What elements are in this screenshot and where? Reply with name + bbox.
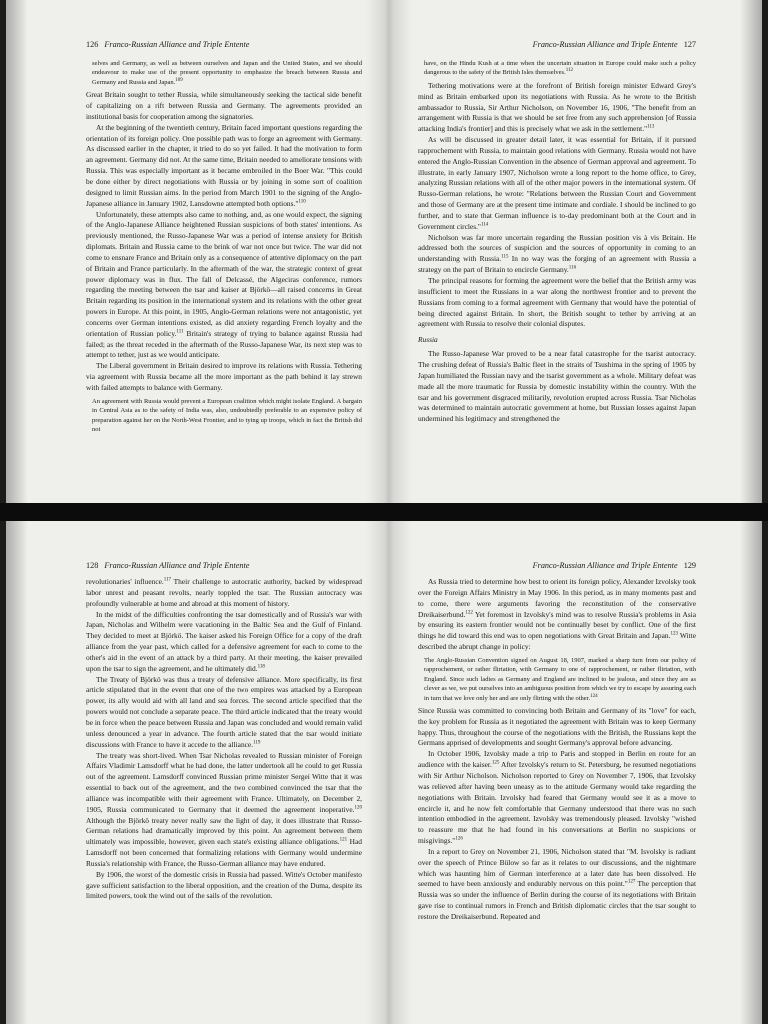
footnote-ref: 119 xyxy=(253,740,261,746)
page-number: 129 xyxy=(683,561,696,570)
paragraph: The Russo-Japanese War proved to be a near fatal catastrophe for the tsarist autocracy. The crushing defeat of Russia's Baltic fleet in the straits of Tsushima in the spring of 1905 by Japan humiliated the Russian navy and the tsarist government as a whole. Military defeat was made all the more traumatic for Russia by domestic instability within the country. With the tsar and his government disgraced militarily, revolution erupted across Russia. Tsar Nicholas was determined to maintain autocratic government at home, but Russian losses against Japan undermined his legitimacy and strengthened the xyxy=(418,349,696,424)
paragraph: Nicholson was far more uncertain regarding the Russian position vis à vis Britain. He addressed both the sources of suspicion and the sources of opportunity in coming to an understanding with Russia.$^{115}$ In no way was the forging of an agreement with Russia a strategy on the part of Britain to encircle Germany.$^{116}$ xyxy=(418,232,696,275)
footnote-ref: 120 xyxy=(354,805,362,811)
paragraph: At the beginning of the twentieth century, Britain faced important questions regarding the orientation of its foreign policy. One possible path was to forge an agreement with Germany. As discussed earlier in the chapter, it tried to do so yet failed. It had the motivation to form an agreement. Germany did not. At the same time, Britain needed to ameliorate tensions with Russia. This was especially important as it became embroiled in the Boer War. "This could be done either by direct negotiations with Russia or by joining in some sort of coalition designed to limit Russian aims. In the period from March 1901 to the signing of the Anglo-Japanese alliance in January 1902, Lansdowne attempted both options."$^{110}$ xyxy=(86,122,362,208)
paragraph: As will be discussed in greater detail later, it was essential for Britain, if it pursued rapprochement with Russia, to maintain good relations with Germany. Russia would not have entered the Anglo-Russian Convention in the absence of German approval and agreement. To illustrate, in early January 1907, Nicholson wrote a long report to the home office, to Grey, analyzing Russian relations with all of the other major powers in the international system. Of Russo-German relations, he wrote: "Relations between the Russian Court and Government and those of Germany are at the present time intimate and cordiale. I should be inclined to go further, and to state that German influence is to-day predominant both at the Court and in Government circles."$^{114}$ xyxy=(418,135,696,231)
page-edge-shadow xyxy=(740,521,762,1024)
block-quote xyxy=(86,59,362,87)
page-body xyxy=(418,56,696,425)
page-edge-shadow xyxy=(740,0,762,503)
paragraph: In October 1906, Izvolsky made a trip to Paris and stopped in Berlin en route for an audience with the kaiser.$^{125}$ After Izvolsky's return to St. Petersburg, he resumed negotiations with Sir Arthur Nicholson. Nicholson reported to Grey on November 7, 1906, that Izvolsky was relieved after having been uneasy as to the attitude Germany would take regarding the negotiations with Britain. Izvolsky had feared that Germany would see it as a move to encircle it, and he now felt comfortable that Germany understood that there was no such intention embodied in the agreement. Izvolsky was tremendously pleased. Izvolsky "wished to reassure me that he had found in his conversations at Berlin no suspicions or misgivings."$^{126}$ xyxy=(418,749,696,846)
page-number: 126 xyxy=(86,40,99,49)
paragraph: The principal reasons for forming the agreement were the belief that the British army was insufficient to meet the Russians in a war along the northwest frontier and to prevent the Russians from coming to a formal agreement with Germany that would have the potential of being directed against Britain. In short, the British sought to tether by arriving at an agreement with Russia to resolve their colonial disputes. xyxy=(418,276,696,329)
paragraph: The treaty was short-lived. When Tsar Nicholas revealed to Russian minister of Foreign Affairs Vladimir Lamsdorff what he had done, the latter undertook all he could to get Russia out of the agreement. Lamsdorff convinced Russian prime minister Sergei Witte that it was essential to back out of the agreement, and the two combined convinced the tsar that the alliance was incompatible with their agreement with France. Ultimately, on December 2, 1905, Russia communicated to Germany that it deemed the agreement inoperative.$^{120}$ Although the Björkö treaty never really saw the light of day, it does illustrate that Russo-German relations had dramatically improved by this point. An agreement between them ultimately was impossible, however, given each state's existing alliance obligations.$^{121}$ Had Lamsdorff not been concerned that formalizing relations with Germany would undermine Russia's relationship with France, the Russo-German alliance may have endured. xyxy=(86,750,362,868)
footnote-ref: 126 xyxy=(455,836,463,842)
footnote-ref: 127 xyxy=(627,879,636,885)
page-number: 128 xyxy=(86,561,99,570)
book-gutter xyxy=(366,521,412,1024)
page-edge-shadow xyxy=(6,521,28,1024)
footnote-ref: 124 xyxy=(590,693,598,699)
running-head-title: Franco-Russian Alliance and Triple Entente xyxy=(104,40,250,49)
quote-text: The Anglo-Russian Convention signed on August 18, 1907, marked a sharp turn from our policy of rapprochement, or rather flirtation, with Germany to one of rapprochement, or rather flirtation, with England. Since such ladies as Germany and England are inclined to be jealous, and since they are as clever as we, we put ourselves into an ambiguous position from which we try to escape by assuring each in turn that we love only her and are only flirting with the other. xyxy=(424,656,696,702)
footnote-ref: 117 xyxy=(163,577,172,583)
section-heading: Russia xyxy=(418,335,438,345)
book-spread-top xyxy=(6,0,762,503)
page-number: 127 xyxy=(683,40,696,49)
page-128 xyxy=(86,561,362,1024)
block-quote xyxy=(418,656,696,703)
page-edge-shadow xyxy=(6,0,28,503)
block-quote xyxy=(418,59,696,78)
page-body xyxy=(418,577,696,923)
running-head-title: Franco-Russian Alliance and Triple Entente xyxy=(104,561,250,570)
paragraph: Great Britain sought to tether Russia, while simultaneously seeking the tactical side benefit of capitalizing on a rift between Russia and Germany. The agreements provided an institutional basis for cooperation among the signatories. xyxy=(86,90,362,121)
paragraph: Since Russia was committed to convincing both Britain and Germany of its "love" for each, the key problem for Russia as it negotiated the agreement with Britain was to keep Germany happy. Thus, throughout the course of the negotiations with the British, the Russians kept the Germans apprised of developments and sought Germany's approval before advancing. xyxy=(418,705,696,748)
paragraph: As Russia tried to determine how best to orient its foreign policy, Alexander Izvolsky took over the Foreign Affairs Ministry in May 1906. In this period, as in many moments past and to come, there were arguments favoring the reconstitution of the conservative Dreikaiserbund.$^{122}$ Yet foremost in Izvolsky's mind was to resolve Russia's problems in Asia by ensuring its eastern frontier would not be continually beset by conflict. One of the first things he did toward this end was to open negotiations with Great Britain and Japan.$^{123}$ Witte described the abrupt change in policy: xyxy=(418,577,696,652)
paragraph: Tethering motivations were at the forefront of British foreign minister Edward Grey's mind as Britain embarked upon its negotiations with Russia. As he wrote to the British ambassador to Russia, Sir Arthur Nicholson, on November 16, 1906, "The benefit from an arrangement with Russia is that we should be set free from any such apprehension [of Russia attacking India's frontier] and this is precisely what we ask in the settlement."$^{113}$ xyxy=(418,80,696,134)
running-head-title: Franco-Russian Alliance and Triple Entente xyxy=(532,40,678,49)
footnote-ref: 118 xyxy=(257,664,265,670)
footnote-ref: 115 xyxy=(501,254,509,260)
footnote-ref: 121 xyxy=(339,837,348,843)
paragraph: In a report to Grey on November 21, 1906, Nicholson stated that "M. Isvolsky is radiant over the speech of Prince Bülow so far as it relates to our discussions, and the nightmare which was haunting him of German interference at a later date has been dissolved. He seemed to have been anxiously and endurably nervous on this point."$^{127}$ The perception that Russia was so under the influence of Berlin during the course of its negotiations with Britain gave rise to continual rumors in French and British diplomatic circles that the tsar sought to restore the Dreikaiserbund. Repeated and xyxy=(418,846,696,921)
page-body xyxy=(86,56,362,437)
footnote-ref: 112 xyxy=(565,68,574,74)
page-127 xyxy=(418,40,696,503)
block-quote xyxy=(86,397,362,435)
quote-text: An agreement with Russia would prevent a European coalition which might isolate England. A bargain in Central Asia as to the safety of India was, also, undoubtedly preferable to an expensive policy of preparation against her on the North-West Frontier, and to tying up troops, which in fact the British did not xyxy=(92,397,362,434)
footnote-ref: 116 xyxy=(568,265,577,271)
quote-text: have, on the Hindu Kush at a time when the uncertain situation in Europe could make such a policy dangerous to the safety of the British Isles themselves. xyxy=(424,60,696,77)
footnote-ref: 114 xyxy=(480,222,489,228)
page-body xyxy=(86,577,362,902)
paragraph: revolutionaries' influence.$^{117}$ Their challenge to autocratic authority, backed by widespread labor unrest and peasant revolts, nearly toppled the tsar. The Russian autocracy was profoundly vulnerable at home and abroad at this moment of history. xyxy=(86,577,362,608)
footnote-ref: 113 xyxy=(647,124,655,130)
footnote-ref: 109 xyxy=(175,77,183,83)
book-gutter xyxy=(366,0,412,503)
footnote-ref: 111 xyxy=(176,329,184,335)
page-129 xyxy=(418,561,696,1024)
paragraph: The Treaty of Björkö was thus a treaty of defensive alliance. More specifically, its first article stipulated that in the event that one of the two empires was attacked by a European power, its ally would aid with all land and sea forces. The second article specified that the powers would not conclude a separate peace. The third article indicated that the treaty would be in force when the peace between Russia and Japan was concluded and would remain valid unless denounced a year in advance. The fourth article stated that the tsar would initiate discussions with France to have it accede to the alliance.$^{119}$ xyxy=(86,674,362,749)
footnote-ref: 110 xyxy=(298,199,306,205)
paragraph: The Liberal government in Britain desired to improve its relations with Russia. Tethering via agreement with Russia became all the more important as the path behind it lay strewn with failed attempts to balance with Germany. xyxy=(86,361,362,392)
scan-separator xyxy=(0,503,768,521)
footnote-ref: 123 xyxy=(670,631,678,637)
footnote-ref: 125 xyxy=(491,760,500,766)
running-head-title: Franco-Russian Alliance and Triple Entente xyxy=(532,561,678,570)
quote-text: selves and Germany, as well as between ourselves and Japan and the United States, and we should endeavour to make use of the present opportunity to emphasize the breach between Russia and Germany and Russia and Japan. xyxy=(92,60,362,86)
paragraph: By 1906, the worst of the domestic crisis in Russia had passed. Witte's October manifesto gave sufficient satisfaction to the liberal opposition, and the creation of the Duma, despite its limited powers, took the wind out of the sails of the revolution. xyxy=(86,869,362,901)
book-spread-bottom xyxy=(6,521,762,1024)
footnote-ref: 122 xyxy=(465,610,473,616)
page-126 xyxy=(86,40,362,503)
paragraph: In the midst of the difficulties confronting the tsar domestically and of Russia's war with Japan, Nicholas and Wilhelm were vacationing in the Baltic Sea and the Gulf of Finland. They decided to meet at Björkö. The kaiser asked his Foreign Office for a copy of the draft alliance from the year past, which called for a defensive agreement for each to come to the other's aid in the event of an attack by a third party. At their meeting, the kaiser prevailed upon the tsar to sign the agreement, and he ultimately did.$^{118}$ xyxy=(86,609,362,673)
paragraph: Unfortunately, these attempts also came to nothing, and, as one would expect, the signing of the Anglo-Japanese Alliance heightened Russian suspicions of both states' intentions. As previously mentioned, the Russo-Japanese War was a period of intense anxiety for British diplomats. Britain and Russia came to the brink of war not once but twice. The war did not come to ensnare France and Britain only as a consequence of attentive diplomacy on the part of Britain and France particularly. In the aftermath of the war, the strategic context of great power diplomacy was in flux. The fall of Delcassé, the Algeciras conference, rumors regarding the meeting between the tsar and kaiser at Björkö—all raised concerns in Great Britain regarding its position in the international system and its relations with the other great powers in Europe. At this point, in 1905, Anglo-German relations were not antagonistic, yet concerns over German intentions existed, as did anxiety regarding French loyalty and the orientation of Russian policy.$^{111}$ Britain's strategy of trying to balance against Russia had failed; as the threat receded in the aftermath of the Russo-Japanese War, its next step was to attempt to tether, just as we would anticipate. xyxy=(86,209,362,360)
